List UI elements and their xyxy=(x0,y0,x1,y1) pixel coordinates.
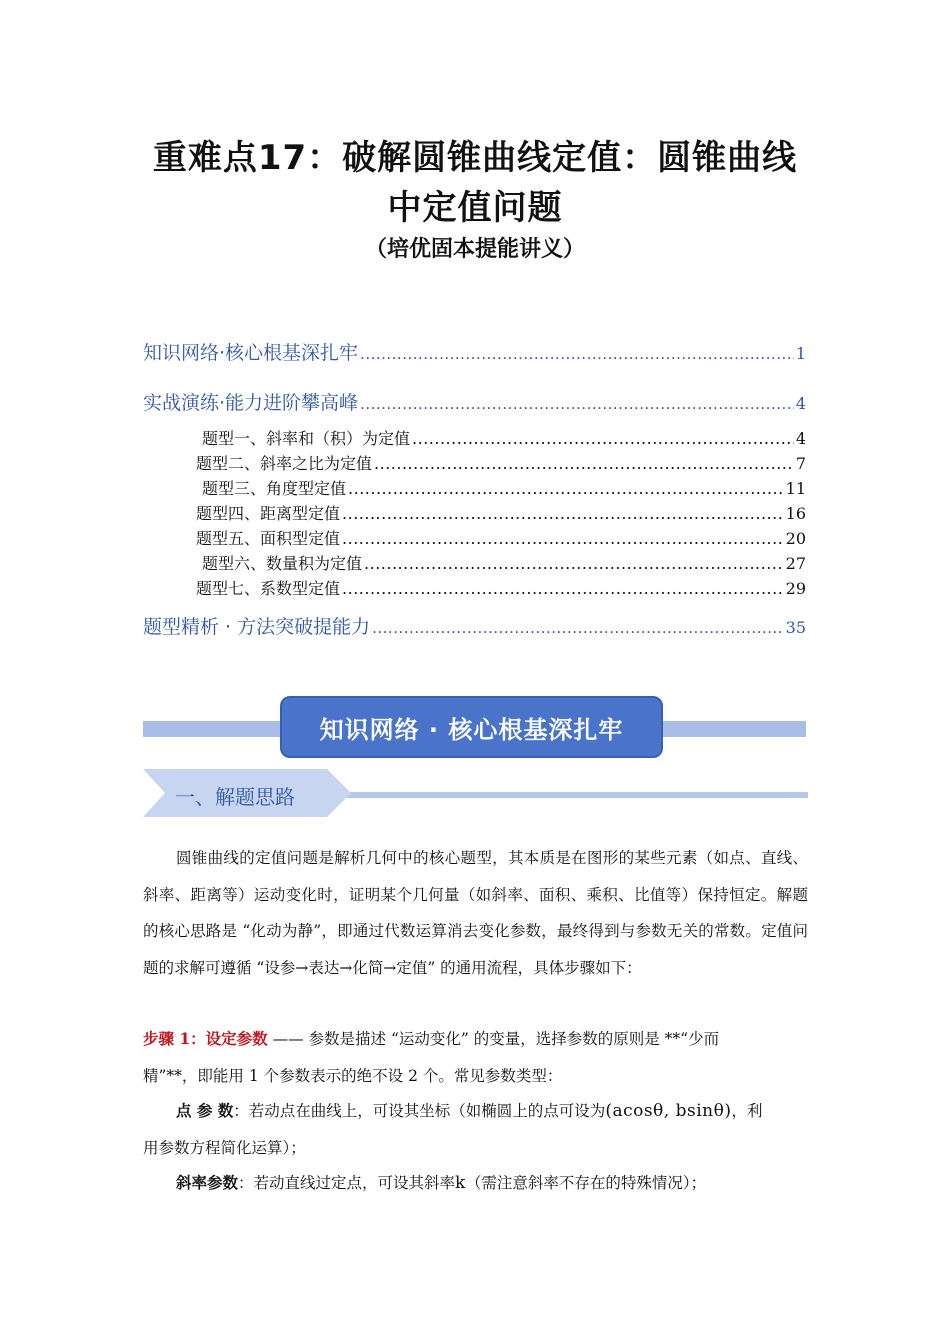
toc-leader xyxy=(342,504,784,523)
toc-entry-type-4[interactable] xyxy=(196,501,806,524)
toc-entry-label: 知识网络·核心根基深扎牢 xyxy=(143,342,359,364)
step1-label: 步骤 1：设定参数 xyxy=(143,1029,268,1048)
point-param-text-tail: ，利 xyxy=(731,1102,763,1120)
step1-line-2 xyxy=(143,1064,808,1086)
banner-band-left xyxy=(143,721,285,737)
toc-entry-label: 实战演练·能力进阶攀高峰 xyxy=(143,392,359,414)
toc-leader xyxy=(374,454,794,473)
toc-entry-type-6[interactable] xyxy=(202,551,806,574)
point-param-label: 点 参 数 xyxy=(176,1101,234,1120)
toc-leader xyxy=(342,529,784,548)
toc-leader xyxy=(360,395,794,413)
section-heading-rule xyxy=(330,792,808,798)
toc-entry-page: 16 xyxy=(785,504,806,523)
toc-entry-type-5[interactable] xyxy=(196,526,806,549)
point-param-text-cont: 用参数方程简化运算）； xyxy=(143,1139,306,1157)
toc-entry-label: 题型七、系数型定值 xyxy=(196,579,341,598)
toc-leader xyxy=(348,479,784,498)
toc-entry-label: 题型五、面积型定值 xyxy=(196,529,341,548)
toc-leader xyxy=(412,429,794,448)
intro-paragraph: 圆锥曲线的定值问题是解析几何中的核心题型，其本质是在图形的某些元素（如点、直线、斜率、距离等）运动变化时，证明某个几何量（如斜率、面积、乘积、比值等）保持恒定。解题的核心思路是 “化动为静”，即通过代数运算消去变化参数，最终得到与参数无关的常数。定值问题的求解可遵循 “设参→表达→化简→定值” 的通用流程，具体步骤如下： xyxy=(143,849,808,977)
section-heading-label: 一、解题思路 xyxy=(175,785,295,809)
slope-param-label: 斜率参数 xyxy=(176,1173,239,1192)
toc-entry-label: 题型二、斜率之比为定值 xyxy=(196,454,373,473)
toc-leader xyxy=(372,619,784,637)
toc-entry-page: 7 xyxy=(795,454,806,473)
toc-entry-label: 题型一、斜率和（积）为定值 xyxy=(202,429,411,448)
toc-leader xyxy=(342,579,784,598)
toc-entry-page: 4 xyxy=(795,394,806,413)
toc-entry-page: 1 xyxy=(795,344,806,363)
step1-text-cont: 精”**，即能用 1 个参数表示的绝不设 2 个。常见参数类型： xyxy=(143,1067,563,1085)
toc-entry-type-7[interactable] xyxy=(196,576,806,599)
slope-param-text-tail: （需注意斜率不存在的特殊情况）； xyxy=(465,1174,707,1192)
toc-entry-type-3[interactable] xyxy=(202,476,806,499)
toc-entry-page: 4 xyxy=(795,429,806,448)
toc-entry-page: 29 xyxy=(785,579,806,598)
point-param-line xyxy=(176,1099,808,1121)
toc-entry-page: 35 xyxy=(785,618,806,637)
toc-entry-page: 27 xyxy=(785,554,806,573)
toc-entry-analysis[interactable] xyxy=(143,612,806,639)
toc-leader xyxy=(364,554,784,573)
section-banner-label: 知识网络 · 核心根基深扎牢 xyxy=(319,715,624,744)
section-heading xyxy=(143,769,355,817)
toc-entry-label: 题型三、角度型定值 xyxy=(202,479,347,498)
page-title-line2: 中定值问题 xyxy=(387,188,563,228)
slope-param-text: ：若动直线过定点，可设其斜率 xyxy=(238,1174,456,1192)
slope-param-formula: k xyxy=(455,1173,466,1193)
page-title-line1: 重难点17：破解圆锥曲线定值：圆锥曲线 xyxy=(152,138,798,178)
point-param-formula: (acosθ, bsinθ) xyxy=(605,1101,732,1121)
step1-line xyxy=(143,1027,808,1049)
toc-leader xyxy=(360,345,794,363)
toc-entry-label: 题型六、数量积为定值 xyxy=(202,554,363,573)
slope-param-line xyxy=(176,1171,808,1193)
toc-entry-knowledge-network[interactable] xyxy=(143,338,806,365)
toc-entry-label: 题型四、距离型定值 xyxy=(196,504,341,523)
banner-band-right xyxy=(662,721,806,737)
step1-text: —— 参数是描述 “运动变化” 的变量，选择参数的原则是 **“少而 xyxy=(267,1030,720,1048)
section-banner xyxy=(280,696,663,758)
toc-entry-page: 20 xyxy=(785,529,806,548)
point-param-text: ：若动点在曲线上，可设其坐标（如椭圆上的点可设为 xyxy=(233,1102,606,1120)
toc-entry-page: 11 xyxy=(785,479,806,498)
toc-entry-practice[interactable] xyxy=(143,388,806,415)
point-param-line-2 xyxy=(143,1136,808,1158)
page-subtitle: （培优固本提能讲义） xyxy=(364,237,585,262)
toc-entry-type-2[interactable] xyxy=(196,451,806,474)
toc-entry-label: 题型精析 · 方法突破提能力 xyxy=(143,616,371,638)
toc-entry-type-1[interactable] xyxy=(202,426,806,449)
